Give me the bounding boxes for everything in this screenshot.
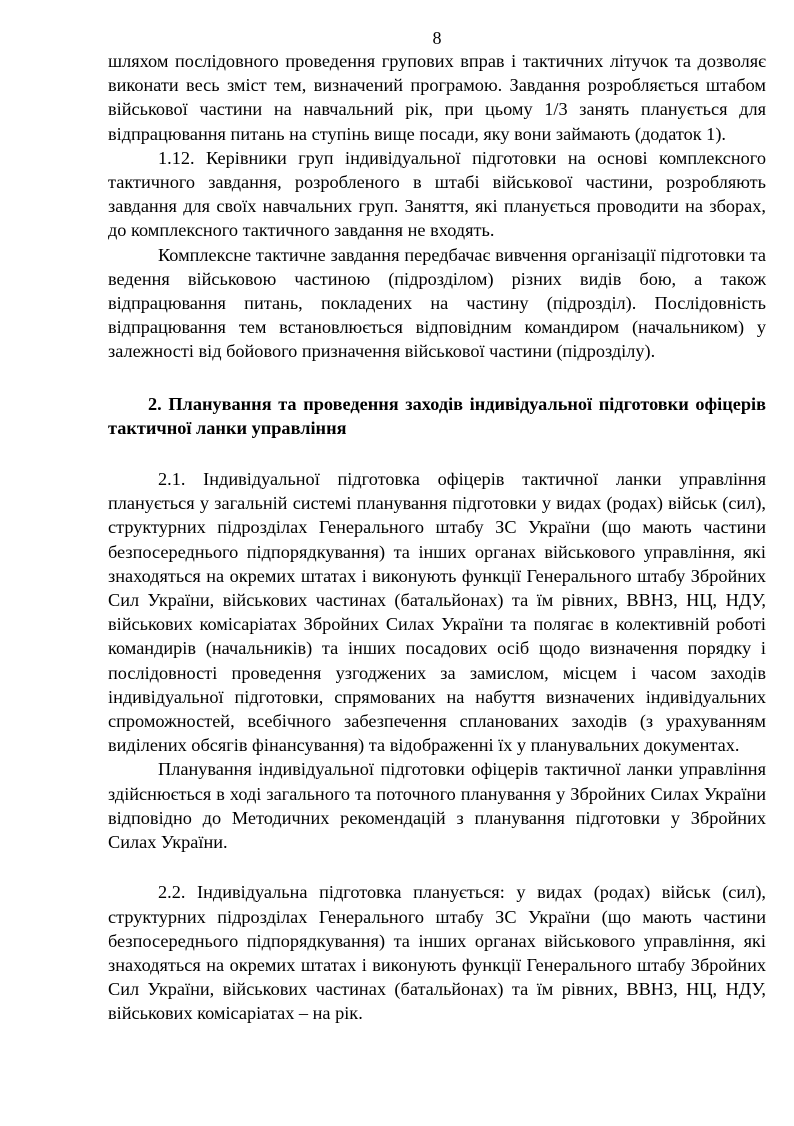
- paragraph-2-1: 2.1. Індивідуальної підготовка офіцерів тактичної ланки управління планується у загальній системі планування підготовки у видах (родах) військ (сил), структурних підрозділах Генерального штабу ЗС України (що мають частини безпосереднього підпорядкування) та інших органах військового управління, які знаходяться на окремих штатах і виконують функції Генерального штабу Збройних Сил України, військових частинах (батальйонах) та їм рівних, ВВНЗ, НЦ, НДУ, військових комісаріатах Збройних Силах України та полягає в колективній роботі командирів (начальників) та інших посадових осіб щодо визначення порядку і послідовності проведення узгоджених за замислом, місцем і часом заходів індивідуальної підготовки, спрямованих на набуття визначених індивідуальних спроможностей, всебічного забезпечення спланованих заходів (з урахуванням виділених обсягів фінансування) та відображенні їх у планувальних документах.: [108, 469, 766, 756]
- spacer: [108, 440, 766, 467]
- document-body: [108, 49, 766, 1026]
- paragraph-1-12: 1.12. Керівники груп індивідуальної підготовки на основі комплексного тактичного завдання, розробленого в штабі військової частини, розробляють завдання для своїх навчальних груп. Заняття, які планується проводити на зборах, до комплексного тактичного завдання не входять.: [108, 147, 766, 241]
- section-heading: 2. Планування та проведення заходів індивідуальної підготовки офіцерів тактичної ланки управління: [108, 393, 766, 438]
- paragraph-complex-task: Комплексне тактичне завдання передбачає вивчення організації підготовки та ведення військовою частиною (підрозділом) різних видів бою, а також відпрацювання питань, покладених на частину (підрозділ). Послідовність відпрацювання тем встановлюється відповідним командиром (начальником) у залежності від бойового призначення військової частини (підрозділу).: [108, 244, 766, 362]
- paragraph-planning: Планування індивідуальної підготовки офіцерів тактичної ланки управління здійснюється в ході загального та поточного планування у Збройних Силах України відповідно до Методичних рекомендацій з планування підготовки у Збройних Силах України.: [108, 759, 766, 853]
- paragraph-2-2: 2.2. Індивідуальна підготовка планується: у видах (родах) військ (сил), структурних підрозділах Генерального штабу ЗС України (що мають частини безпосереднього підпорядкування) та інших органах військового управління, які знаходяться на окремих штатах і виконують функції Генерального штабу Збройних Сил України, військових частинах (батальйонах) та їм рівних, ВВНЗ, НЦ, НДУ, військових комісаріатах – на рік.: [108, 882, 766, 1024]
- spacer: [108, 854, 766, 880]
- page-number: 8: [432, 28, 442, 48]
- paragraph-continuation: шляхом послідовного проведення групових вправ і тактичних літучок та дозволяє виконати весь зміст тем, визначений програмою. Завдання розробляється штабом військової частини на навчальний рік, при цьому 1/3 занять планується для відпрацювання питань на ступінь вище посади, яку вони займають (додаток 1).: [108, 51, 766, 144]
- spacer: [108, 364, 766, 392]
